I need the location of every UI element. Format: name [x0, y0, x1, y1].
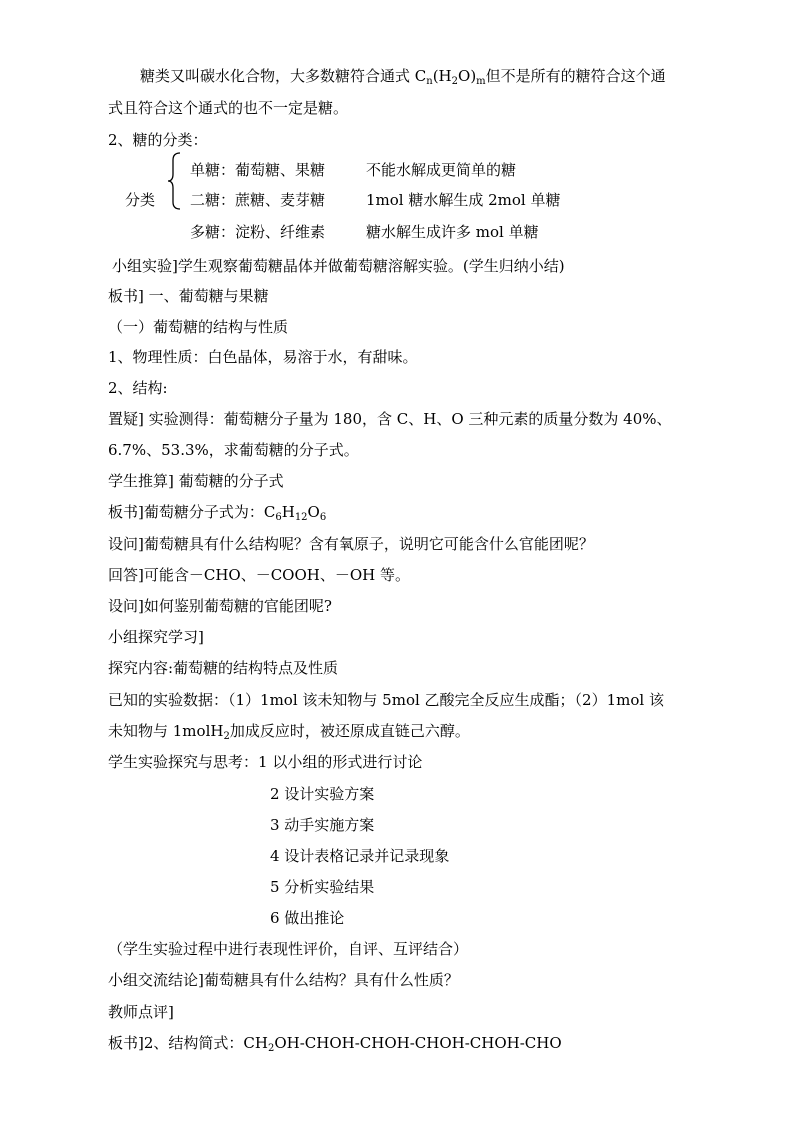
structure-formula-line: 板书]2、结构简式：$CH_2OH-CHOH-CHOH-CHOH-CHOH$-CHO — [108, 1034, 562, 1054]
text-line: 小组交流结论]葡萄糖具有什么结构？具有什么性质？ — [108, 971, 459, 989]
class-row-type: 单糖：葡萄糖、果糖 — [190, 161, 326, 179]
step-item: 5 分析实验结果 — [270, 878, 375, 896]
class-row-desc: 不能水解成更简单的糖 — [366, 161, 517, 179]
text-line: 学生实验探究与思考：1 以小组的形式进行讨论 — [108, 753, 423, 771]
text-line: 2、结构: — [108, 379, 168, 397]
text-line: 板书] 一、葡萄糖与果糖 — [108, 287, 269, 305]
text-line: （学生实验过程中进行表现性评价，自评、互评结合） — [108, 940, 469, 958]
brace-icon — [168, 152, 182, 210]
text-line: 回答]可能含－CHO、－COOH、－OH 等。 — [108, 566, 411, 584]
text-line: 未知物与 1molH$_2$加成反应时，被还原成直链己六醇。 — [108, 722, 470, 742]
step-item: 4 设计表格记录并记录现象 — [270, 847, 450, 865]
class-row-type: 二糖：蔗糖、麦芽糖 — [190, 191, 326, 209]
text-line: （一）葡萄糖的结构与性质 — [108, 318, 289, 336]
formula-line: 板书]葡萄糖分子式为：$C_6H_{12}O_6$ — [108, 503, 327, 523]
text-line: 置疑] 实验测得：葡萄糖分子量为 180，含 C、H、O 三种元素的质量分数为 40%、 — [108, 410, 672, 428]
text-line: 设问]如何鉴别葡萄糖的官能团呢? — [108, 597, 332, 615]
class-row-type: 多糖：淀粉、纤维素 — [190, 223, 326, 241]
step-item: 3 动手实施方案 — [270, 816, 375, 834]
intro-line-2: 式且符合这个通式的也不一定是糖。 — [108, 99, 349, 117]
step-item: 2 设计实验方案 — [270, 785, 375, 803]
text-line: 小组实验]学生观察葡萄糖晶体并做葡萄糖溶解实验。(学生归纳小结) — [112, 257, 565, 275]
text-line: 小组探究学习] — [108, 628, 204, 646]
class-row-desc: 1mol 糖水解生成 2mol 单糖 — [366, 191, 561, 209]
intro-line-1: 糖类又叫碳水化合物，大多数糖符合通式 $C_n(H_2O)_m$但不是所有的糖符合这个通 — [140, 67, 666, 87]
classification-side-label: 分类 — [125, 191, 156, 209]
text-line: 探究内容:葡萄糖的结构特点及性质 — [108, 659, 339, 677]
text-line: 已知的实验数据：（1）1mol 该未知物与 5mol 乙酸完全反应生成酯；（2）1mol 该 — [108, 691, 664, 709]
text-line: 1、物理性质：白色晶体，易溶于水，有甜味。 — [108, 348, 418, 366]
text-line: 学生推算] 葡萄糖的分子式 — [108, 472, 284, 490]
text-line: 6.7%、53.3%，求葡萄糖的分子式。 — [108, 441, 359, 459]
text-line: 设问]葡萄糖具有什么结构呢？含有氧原子，说明它可能含什么官能团呢？ — [108, 535, 594, 553]
classification-heading: 2、糖的分类： — [108, 131, 208, 149]
text-line: 教师点评] — [108, 1003, 174, 1021]
step-item: 6 做出推论 — [270, 909, 345, 927]
class-row-desc: 糖水解生成许多 mol 单糖 — [366, 223, 539, 241]
